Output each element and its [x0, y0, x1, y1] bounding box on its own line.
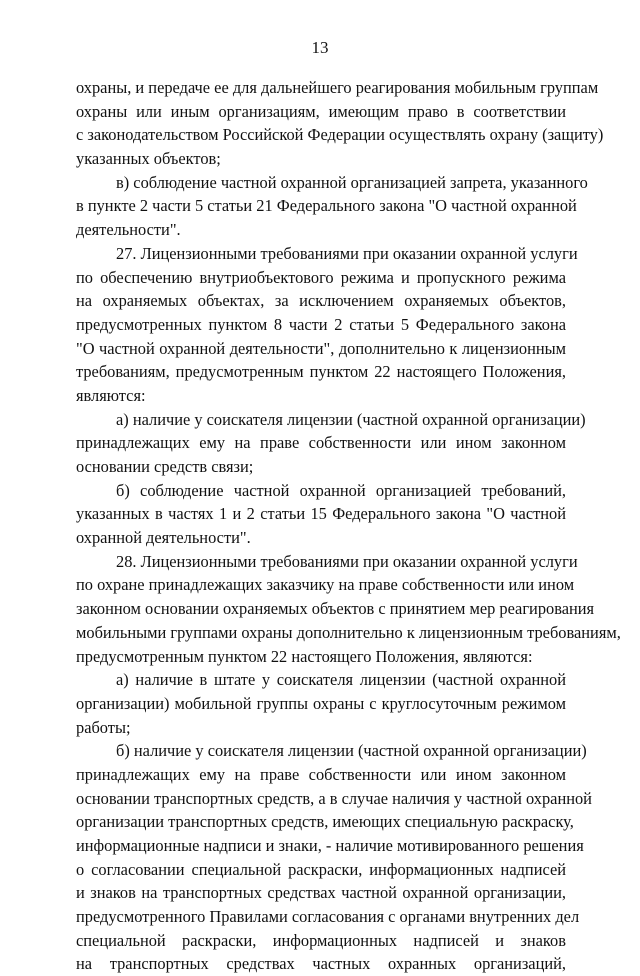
text-line: организации) мобильной группы охраны с круглосуточным режимом — [76, 693, 566, 713]
text-line: предусмотренных пунктом 8 части 2 статьи 5 Федерального закона — [76, 314, 566, 334]
text-line: предусмотренного Правилами согласования с органами внутренних дел — [76, 907, 580, 927]
text-line: по охране принадлежащих заказчику на праве собственности или ином — [76, 575, 575, 595]
text-line: охраны или иным организациям, имеющим право в соответствии — [76, 101, 566, 121]
text-line: принадлежащих ему на праве собственности или ином законном — [76, 433, 566, 453]
text-line: в) соблюдение частной охранной организацией запрета, указанного — [116, 172, 588, 192]
text-line: информационные надписи и знаки, - наличие мотивированного решения — [76, 836, 584, 855]
text-line: деятельности". — [76, 220, 181, 240]
text-line: б) наличие у соискателя лицензии (частной охранной организации) — [116, 741, 587, 761]
text-line: указанных в частях 1 и 2 статьи 15 Федерального закона "О частной — [76, 504, 566, 524]
text-line: основании транспортных средств, а в случае наличия у частной охранной — [76, 788, 592, 808]
text-line: б) соблюдение частной охранной организацией требований, — [116, 480, 566, 500]
text-line: с законодательством Российской Федерации осуществлять охрану (защиту) — [76, 125, 604, 145]
text-line: в пункте 2 части 5 статьи 21 Федерального закона "О частной охранной — [76, 196, 577, 216]
text-line: "О частной охранной деятельности", дополнительно к лицензионным — [76, 338, 566, 358]
text-line: принадлежащих ему на праве собственности или ином законном — [76, 764, 566, 784]
text-line: а) наличие у соискателя лицензии (частной охранной организации) — [116, 409, 586, 429]
text-line: являются: — [76, 385, 146, 405]
text-line: о согласовании специальной раскраски, информационных надписей — [76, 859, 566, 879]
text-line: на охраняемых объектах, за исключением охраняемых объектов, — [76, 291, 566, 311]
text-line: а) наличие в штате у соискателя лицензии (частной охранной — [116, 670, 566, 690]
text-line: 27. Лицензионными требованиями при оказании охранной услуги — [116, 243, 578, 263]
page-number: 13 — [311, 38, 329, 57]
text-line: специальной раскраски, информационных надписей и знаков — [76, 930, 566, 950]
text-line: охранной деятельности". — [76, 528, 251, 548]
text-line: охраны, и передаче ее для дальнейшего реагирования мобильным группам — [76, 78, 599, 97]
text-line: организации транспортных средств, имеющих специальную раскраску, — [76, 812, 574, 832]
text-line: по обеспечению внутриобъектового режима и пропускного режима — [76, 267, 566, 287]
text-line: основании средств связи; — [76, 457, 254, 476]
text-line: предусмотренным пунктом 22 настоящего Положения, являются: — [76, 646, 533, 666]
text-line: 28. Лицензионными требованиями при оказании охранной услуги — [116, 551, 578, 571]
text-line: работы; — [76, 717, 131, 737]
text-line: законном основании охраняемых объектов с принятием мер реагирования — [76, 599, 595, 619]
text-line: на транспортных средствах частных охранных организаций, — [76, 954, 566, 974]
text-line: и знаков на транспортных средствах частной охранной организации, — [76, 883, 566, 903]
text-line: указанных объектов; — [76, 149, 221, 169]
document-body — [76, 76, 621, 976]
text-line: требованиям, предусмотренным пунктом 22 настоящего Положения, — [76, 362, 566, 382]
text-line: мобильными группами охраны дополнительно к лицензионным требованиям, — [76, 622, 621, 642]
